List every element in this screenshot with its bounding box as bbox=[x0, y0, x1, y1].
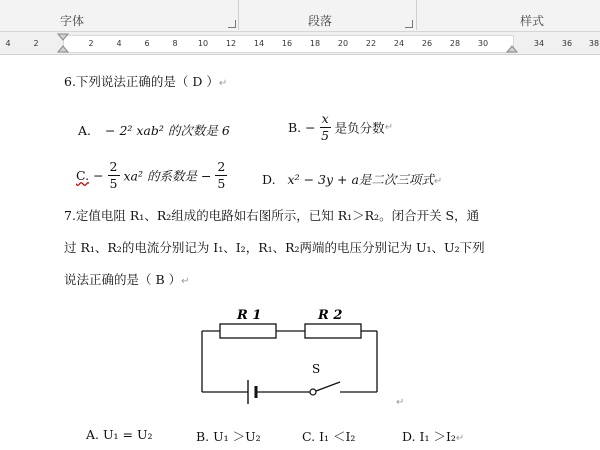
right-indent-icon bbox=[507, 46, 517, 52]
q6-c-denominator: 5 bbox=[109, 176, 118, 191]
first-line-indent-icon bbox=[58, 34, 68, 40]
ruler-tick-label: 4 bbox=[5, 39, 11, 48]
ruler-tick-label: 4 bbox=[116, 39, 122, 48]
q6-c-fraction bbox=[108, 159, 120, 192]
q6-a-expression: − 2² xab² 的次数是 6 bbox=[105, 123, 230, 138]
q6-c-numerator-2: 2 bbox=[217, 159, 226, 174]
q7-option-a: A. U₁ = U₂ bbox=[86, 427, 153, 442]
ruler-tick-label: 22 bbox=[365, 39, 377, 48]
switch-blade bbox=[316, 382, 340, 391]
q7-line-2: 过 R₁、R₂的电流分别记为 I₁、I₂，R₁、R₂两端的电压分别记为 U₁、U₂下列 bbox=[64, 240, 485, 255]
ruler-tick-label: 2 bbox=[88, 39, 94, 48]
styles-group-label: 样式 bbox=[520, 14, 545, 28]
resistor-r1 bbox=[220, 324, 276, 338]
q6-b-fraction bbox=[320, 111, 331, 144]
q6-a-prefix: A. bbox=[78, 123, 92, 138]
ruler-tick-label: 10 bbox=[197, 39, 209, 48]
q6-c-fraction-2 bbox=[215, 159, 227, 192]
ruler-tick-label: 38 bbox=[588, 39, 600, 48]
q6-option-d bbox=[262, 170, 442, 188]
ruler-tick-label: 14 bbox=[253, 39, 265, 48]
ribbon-separator bbox=[416, 0, 417, 30]
ruler-tick-label: 2 bbox=[33, 39, 39, 48]
q6-option-c: C. − $\frac{2}{5}$ xa² 的系数是 − $\frac{2}{5}$ bbox=[76, 159, 226, 191]
paragraph-mark: ↵ bbox=[396, 397, 405, 408]
paragraph-mark: ↵ bbox=[181, 276, 190, 287]
r2-label: R 2 bbox=[318, 308, 343, 323]
paragraph-mark: ↵ bbox=[455, 433, 465, 444]
q6-b-numerator: x bbox=[321, 111, 329, 126]
paragraph-mark: ↵ bbox=[218, 78, 228, 89]
q6-c-prefix: C. bbox=[76, 168, 90, 183]
ruler-tick-label: 12 bbox=[225, 39, 237, 48]
q6-stem bbox=[64, 72, 227, 90]
ruler-tick-label: 20 bbox=[337, 39, 349, 48]
ruler-tick-label: 36 bbox=[561, 39, 573, 48]
q6-option-b: B. − $\frac{x}{5}$ 是负分数↵ bbox=[288, 111, 394, 143]
q6-option-a bbox=[78, 121, 230, 139]
ruler-tick-label: 28 bbox=[449, 39, 461, 48]
q6-c-numerator: 2 bbox=[109, 159, 118, 174]
q6-b-text: 是负分数 bbox=[334, 120, 385, 136]
q7-option-c: C. I₁ ＜I₂ bbox=[302, 429, 356, 444]
resistor-r2 bbox=[305, 324, 361, 338]
document-page[interactable] bbox=[0, 55, 600, 450]
q6-d-expression: x² − 3y + a是二次三项式 bbox=[287, 172, 434, 187]
q6-stem-text: 6.下列说法正确的是（ D ） bbox=[64, 74, 219, 89]
q6-c-text: xa² 的系数是 − bbox=[123, 168, 212, 184]
q7-option-d-text: D. I₁ ＞I₂ bbox=[402, 429, 456, 444]
ruler-tick-label: 16 bbox=[281, 39, 293, 48]
ruler-tick-label: 30 bbox=[477, 39, 489, 48]
hanging-indent-icon bbox=[58, 46, 68, 52]
ribbon-separator bbox=[238, 0, 239, 30]
font-group-label: 字体 bbox=[60, 14, 85, 28]
q6-b-denominator: 5 bbox=[321, 128, 330, 143]
r1-label: R 1 bbox=[237, 308, 262, 323]
ruler-tick-label: 18 bbox=[309, 39, 321, 48]
paragraph-dialog-launcher-icon[interactable] bbox=[405, 20, 413, 28]
ruler-tick-label: 26 bbox=[421, 39, 433, 48]
font-dialog-launcher-icon[interactable] bbox=[228, 20, 236, 28]
switch-pivot bbox=[310, 389, 316, 395]
q6-d-prefix: D. bbox=[262, 172, 276, 187]
q6-b-prefix: B. bbox=[288, 120, 302, 135]
horizontal-ruler[interactable] bbox=[0, 32, 600, 55]
ribbon bbox=[0, 0, 600, 32]
paragraph-mark: ↵ bbox=[384, 122, 394, 133]
ruler-tick-label: 6 bbox=[144, 39, 150, 48]
q6-c-denominator-2: 5 bbox=[217, 176, 226, 191]
switch-label: S bbox=[312, 362, 321, 376]
paragraph-mark: ↵ bbox=[433, 176, 443, 187]
ruler-tick-label: 34 bbox=[533, 39, 545, 48]
q7-line-1: 7.定值电阻 R₁、R₂组成的电路如右图所示，已知 R₁＞R₂。闭合开关 S，通 bbox=[64, 208, 480, 223]
q7-option-d bbox=[402, 427, 464, 445]
q7-line-3 bbox=[64, 270, 190, 288]
ruler-tick-label: 8 bbox=[172, 39, 178, 48]
q7-option-b: B. U₁ ＞U₂ bbox=[196, 429, 261, 444]
ruler-tick-label: 24 bbox=[393, 39, 405, 48]
q7-line-3-text: 说法正确的是（ B ） bbox=[64, 272, 182, 287]
paragraph-group-label: 段落 bbox=[308, 14, 333, 28]
circuit-diagram bbox=[190, 300, 390, 415]
